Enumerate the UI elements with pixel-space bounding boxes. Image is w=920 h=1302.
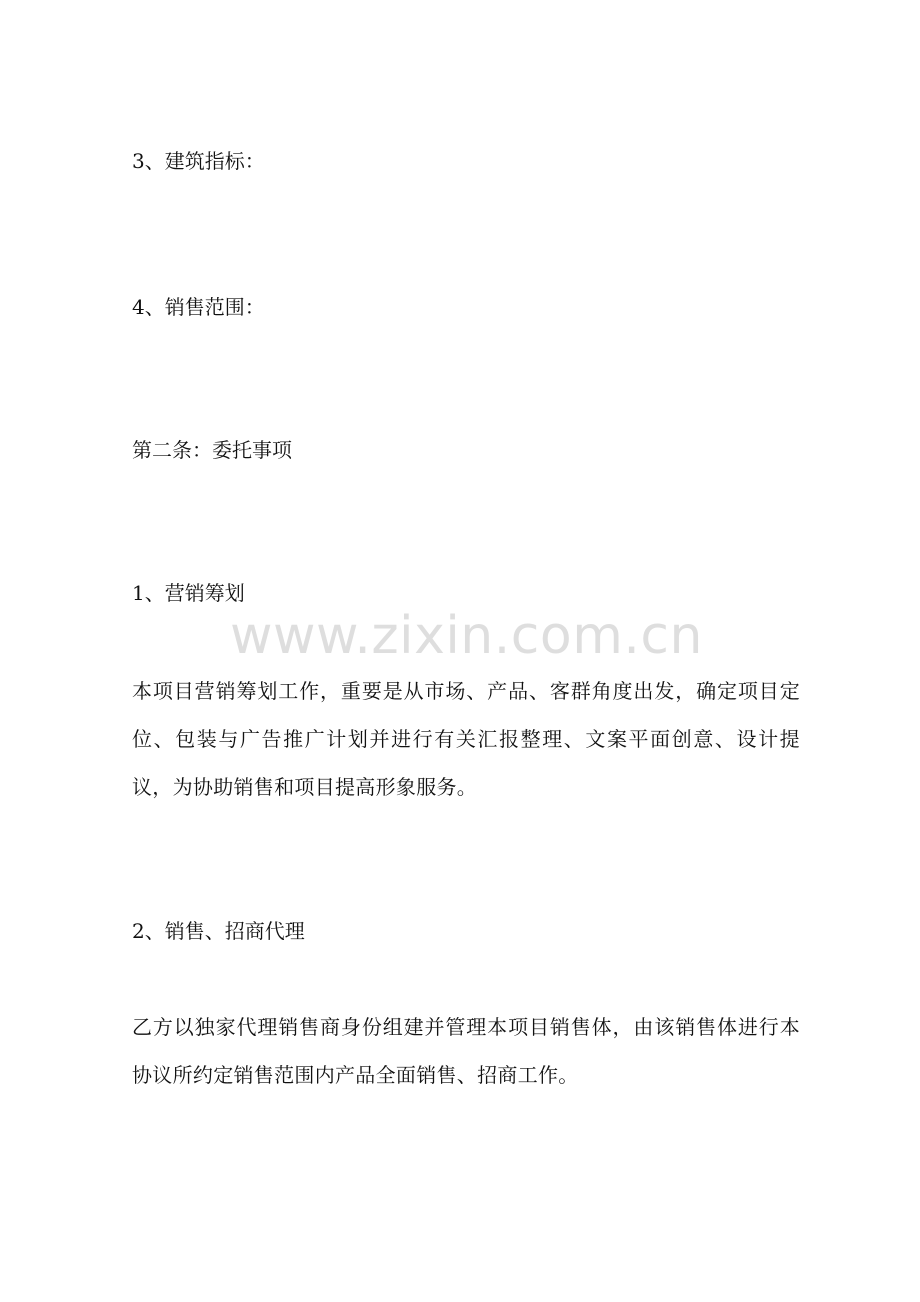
article-2-heading: 第二条：委托事项 xyxy=(132,438,292,462)
item-4-heading: 4、销售范围： xyxy=(132,295,265,319)
section-2-body: 乙方以独家代理销售商身份组建并管理本项目销售体，由该销售体进行本协议所约定销售范围内产品全面销售、招商工作。 xyxy=(132,1015,800,1087)
section-2-heading: 2、销售、招商代理 xyxy=(132,919,305,943)
watermark-text: www.zixin.com.cn xyxy=(230,606,703,666)
item-3-heading: 3、建筑指标： xyxy=(132,149,265,173)
section-1-heading: 1、营销筹划 xyxy=(132,581,245,605)
section-1-body: 本项目营销筹划工作，重要是从市场、产品、客群角度出发，确定项目定位、包装与广告推广计划并进行有关汇报整理、文案平面创意、设计提议，为协助销售和项目提高形象服务。 xyxy=(132,679,800,799)
